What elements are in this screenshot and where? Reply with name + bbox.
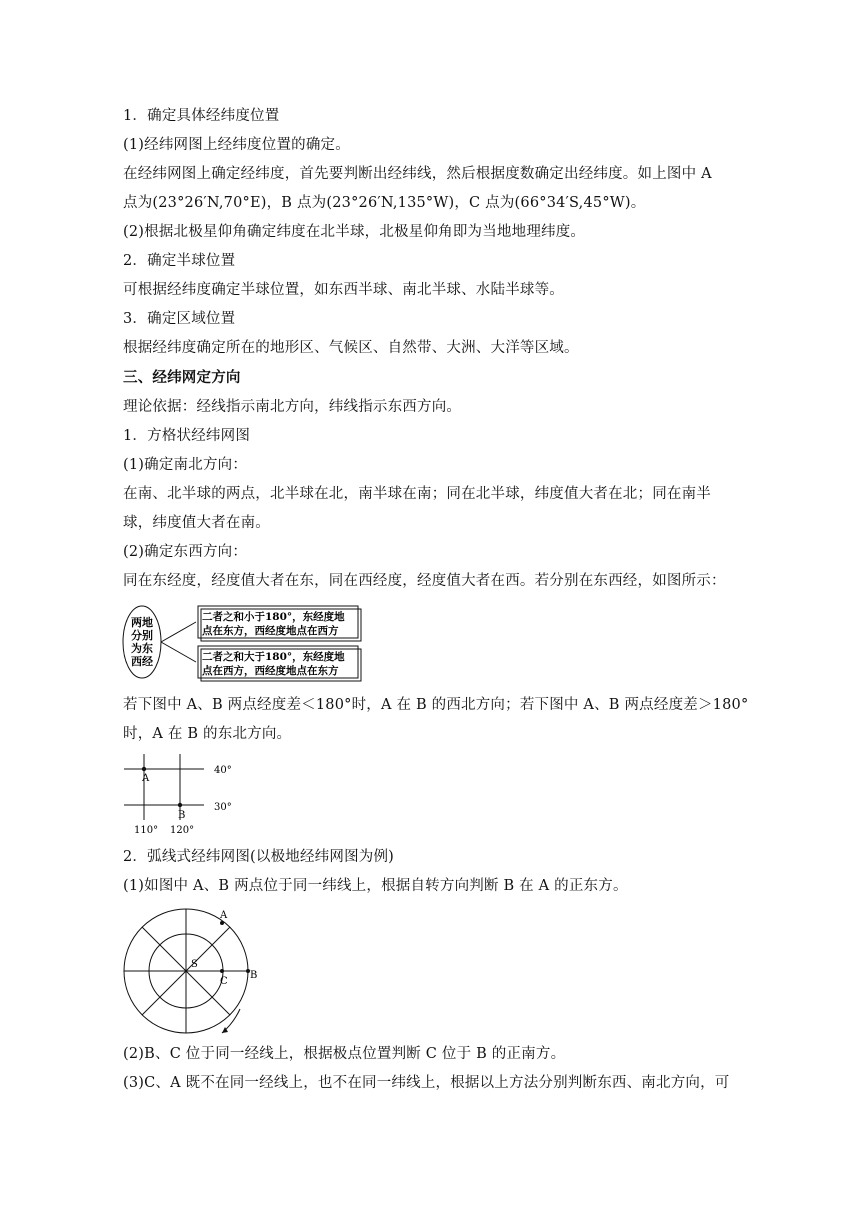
paragraph: 点为(23°26′N,70°E)，B 点为(23°26′N,135°W)，C 点为(66°34′S,45°W)。	[123, 195, 646, 211]
point-a-dot	[142, 767, 146, 771]
lat-label-30: 30°	[214, 802, 232, 813]
heading-region: 3．确定区域位置	[123, 311, 236, 327]
square-graticule-diagram	[120, 752, 240, 838]
oval-label-line: 西经	[131, 655, 153, 668]
lat-label-40: 40°	[214, 765, 232, 776]
paragraph: (1)确定南北方向：	[123, 457, 248, 473]
paragraph: 可根据经纬度确定半球位置，如东西半球、南北半球、水陆半球等。	[123, 282, 564, 298]
paragraph: (3)C、A 既不在同一经线上，也不在同一纬线上，根据以上方法分别判断东西、南北方向，可	[123, 1075, 730, 1091]
lon-label-110: 110°	[134, 825, 159, 836]
point-a-dot	[220, 921, 224, 925]
paragraph: 理论依据：经线指示南北方向，纬线指示东西方向。	[123, 399, 462, 415]
point-c-label: C	[220, 976, 228, 987]
heading-grid-map: 1．方格状经纬网图	[123, 428, 251, 444]
paragraph: 球，纬度值大者在南。	[123, 515, 270, 531]
paragraph: (2)B、C 位于同一经线上，根据极点位置判断 C 位于 B 的正南方。	[123, 1046, 566, 1062]
polar-graticule-diagram	[118, 905, 268, 1042]
heading-arc-graticule: 2．弧线式经纬网图(以极地经纬网图为例)	[123, 849, 395, 865]
box-text: 二者之和大于180°，东经度地	[202, 651, 345, 663]
point-a-label: A	[220, 910, 228, 921]
paragraph: 时，A 在 B 的东北方向。	[123, 726, 292, 742]
paragraph: 同在东经度，经度值大者在东，同在西经度，经度值大者在西。若分别在东西经，如图所示：	[123, 573, 726, 589]
point-a-label: A	[142, 773, 150, 784]
paragraph: (1)经纬网图上经纬度位置的确定。	[123, 137, 350, 153]
box-text: 二者之和小于180°，东经度地	[202, 611, 345, 623]
point-b-label: B	[178, 810, 186, 821]
paragraph: (2)确定东西方向：	[123, 544, 248, 560]
oval-label-line: 为东	[131, 642, 153, 655]
box-text: 点在东方，西经度地点在西方	[202, 625, 339, 637]
paragraph: 若下图中 A、B 两点经度差＜180°时，A 在 B 的西北方向；若下图中 A、B 两点经度差＞180°	[123, 697, 749, 713]
paragraph: (2)根据北极星仰角确定纬度在北半球，北极星仰角即为当地地理纬度。	[123, 224, 586, 240]
paragraph: 根据经纬度确定所在的地形区、气候区、自然带、大洲、大洋等区域。	[123, 340, 579, 356]
point-c-dot	[220, 969, 224, 973]
paragraph: 在经纬网图上确定经纬度，首先要判断出经纬线，然后根据度数确定出经纬度。如上图中 A	[123, 166, 712, 182]
heading-hemisphere: 2．确定半球位置	[123, 253, 236, 269]
box-text: 点在西方，西经度地点在东方	[202, 665, 339, 677]
east-west-longitude-diagram	[122, 604, 372, 682]
paragraph: (1)如图中 A、B 两点位于同一纬线上，根据自转方向判断 B 在 A 的正东方。	[123, 878, 628, 894]
paragraph: 在南、北半球的两点，北半球在北，南半球在南；同在北半球，纬度值大者在北；同在南半	[123, 486, 711, 502]
point-b-dot	[178, 803, 182, 807]
oval-label-line: 分别	[131, 629, 153, 642]
oval-label-line: 两地	[131, 616, 153, 629]
point-b-label: B	[250, 970, 258, 981]
south-pole-label: S	[191, 959, 198, 970]
heading-locate-coordinates: 1．确定具体经纬度位置	[123, 108, 280, 124]
lon-label-120: 120°	[170, 825, 195, 836]
section-heading-direction: 三、经纬网定方向	[123, 369, 241, 386]
